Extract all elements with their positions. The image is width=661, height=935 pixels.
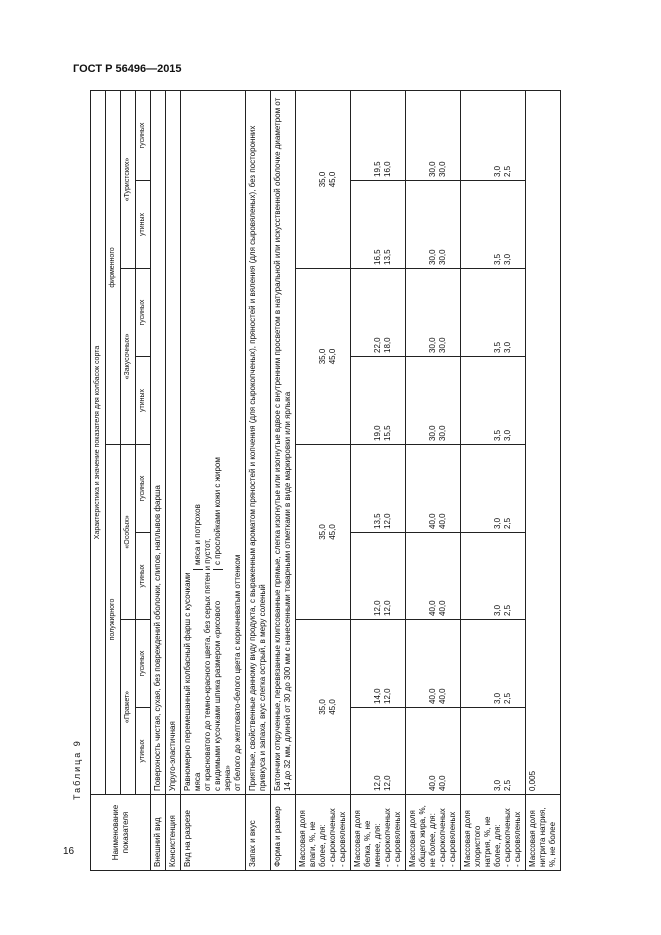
header-product-turistskie: «Туристских»	[121, 90, 136, 268]
table-row	[351, 90, 406, 870]
table-row	[526, 90, 561, 870]
value-cell: 19,0 15,5	[351, 357, 406, 445]
header-goose: гусиных	[136, 620, 151, 708]
row-name: Массовая доля нитрита натрия, %, не более	[526, 795, 561, 871]
cut-line: Равномерно перемешанный колбасный фарш с кусочками	[183, 572, 192, 791]
table-row	[271, 90, 296, 870]
row-text: Батончики открученные, перевязанные клипсованные прямые, слегка изогнутые или изогнутые вдвое с внутренним просветом в натуральной или искусственной оболочке диаметром от 14 до 32 мм, длиной от 30 до 300 мм с нанесенными товарными отметками в виде маркировки или ярлыка	[271, 90, 296, 794]
row-name: Массовая доля влаги, %, не более, для: - сырокопченых - сыровяленых	[296, 795, 351, 871]
header-name-column: Наименование показателя	[91, 795, 151, 871]
row-name: Массовая доля хлористого натрия, %, не более, для: - сырокопченых - сыровяленых	[461, 795, 526, 871]
header-duck: утиных	[136, 708, 151, 795]
header-goose: гусиных	[136, 269, 151, 357]
header-goose: гусиных	[136, 90, 151, 180]
value-cell: 3,0 2,5	[461, 620, 526, 708]
table-row	[166, 90, 181, 870]
row-name: Массовая доля общего жира, %, не более, для: - сырокопченых - сыровяленых	[406, 795, 461, 871]
value-cell: 12,0 12,0	[351, 708, 406, 795]
value-cell: 3,5 3,0	[461, 357, 526, 445]
header-characteristic: Характеристика и значение показателя для колбасок сорта	[91, 90, 106, 794]
value-cell: 22,0 18,0	[351, 269, 406, 357]
value-cell: 40,0 40,0	[406, 620, 461, 708]
header-grade-semifat: полужирного	[106, 445, 121, 795]
header-grade-premium: фирменного	[106, 90, 121, 444]
value-cell: 35,0 45,0	[296, 90, 351, 268]
row-name: Массовая доля белка, %, не менее, для: - сырокопченых - сыровяленых	[351, 795, 406, 871]
cut-meat-offal: мяса и потрохов	[193, 504, 203, 570]
cut-fat-pieces: с видимыми кусочками шпика размером «рисового зерна»	[213, 600, 232, 791]
header-product-zakusochnye: «Закусочных»	[121, 269, 136, 445]
cut-meat: мяса	[193, 772, 202, 791]
value-cell: 3,0 2,5	[461, 708, 526, 795]
table-row	[246, 90, 271, 870]
value-cell: 40,0 40,0	[406, 708, 461, 795]
row-name: Консистенция	[166, 795, 181, 871]
row-name: Вид на разрезе	[181, 795, 246, 871]
table-row	[181, 90, 246, 870]
value-cell: 40,0 40,0	[406, 533, 461, 620]
cut-description	[181, 90, 246, 794]
value-cell: 3,5 3,0	[461, 181, 526, 269]
table-row	[296, 90, 351, 870]
row-name: Запах и вкус	[246, 795, 271, 871]
cut-line: от белого до желтовато-белого цвета с коричневатым оттенком	[233, 554, 242, 791]
value-cell: 3,0 2,5	[461, 533, 526, 620]
cut-line: от красноватого до темно-красного цвета, без серых пятен и пустот,	[203, 538, 212, 791]
value-cell: 14,0 12,0	[351, 620, 406, 708]
header-duck: утиных	[136, 357, 151, 445]
row-value: 0,005	[526, 90, 561, 794]
value-cell: 35,0 45,0	[296, 620, 351, 795]
indicators-table	[90, 90, 561, 871]
row-text: Упруго-эластичная	[166, 90, 181, 794]
rotated-table-container	[90, 91, 557, 871]
row-text: Приятные, свойственные данному виду продукта, с выраженным ароматом пряностей и копчения (для сырокопченых), пряностей и вяления (для сыровяленых), без посторонних привкуса и запаха, вкус слегка острый, в меру соленый	[246, 90, 271, 794]
row-text: Поверхность чистая, сухая, без повреждений оболочки, слипов, наплывов фарша	[151, 90, 166, 794]
document-header: ГОСТ Р 56496—2015	[73, 63, 182, 75]
header-goose: гусиных	[136, 445, 151, 533]
value-cell: 40,0 40,0	[406, 445, 461, 533]
table-row	[151, 90, 166, 870]
value-cell: 3,0 2,5	[461, 445, 526, 533]
cut-split	[213, 94, 233, 791]
value-cell: 13,5 12,0	[351, 445, 406, 533]
value-cell: 30,0 30,0	[406, 181, 461, 269]
table-row	[461, 90, 526, 870]
table-label: Таблица 9	[72, 739, 82, 800]
page-number: 16	[63, 846, 75, 857]
value-cell: 30,0 30,0	[406, 90, 461, 180]
header-duck: утиных	[136, 533, 151, 620]
header-duck: утиных	[136, 181, 151, 269]
row-name: Форма и размер	[271, 795, 296, 871]
value-cell: 19,5 16,0	[351, 90, 406, 180]
value-cell: 30,0 30,0	[406, 269, 461, 357]
cut-skin-layers: с прослойками кожи с жиром	[213, 457, 223, 570]
value-cell: 30,0 30,0	[406, 357, 461, 445]
value-cell: 3,5 3,0	[461, 269, 526, 357]
value-cell: 3,0 2,5	[461, 90, 526, 180]
header-product-prazhet: «Пражет»	[121, 620, 136, 795]
value-cell: 16,5 13,5	[351, 181, 406, 269]
table-row	[406, 90, 461, 870]
row-name: Внешний вид	[151, 795, 166, 871]
value-cell: 12,0 12,0	[351, 533, 406, 620]
header-product-osobye: «Особых»	[121, 445, 136, 620]
cut-split	[193, 94, 203, 791]
value-cell: 35,0 45,0	[296, 269, 351, 445]
value-cell: 35,0 45,0	[296, 445, 351, 620]
